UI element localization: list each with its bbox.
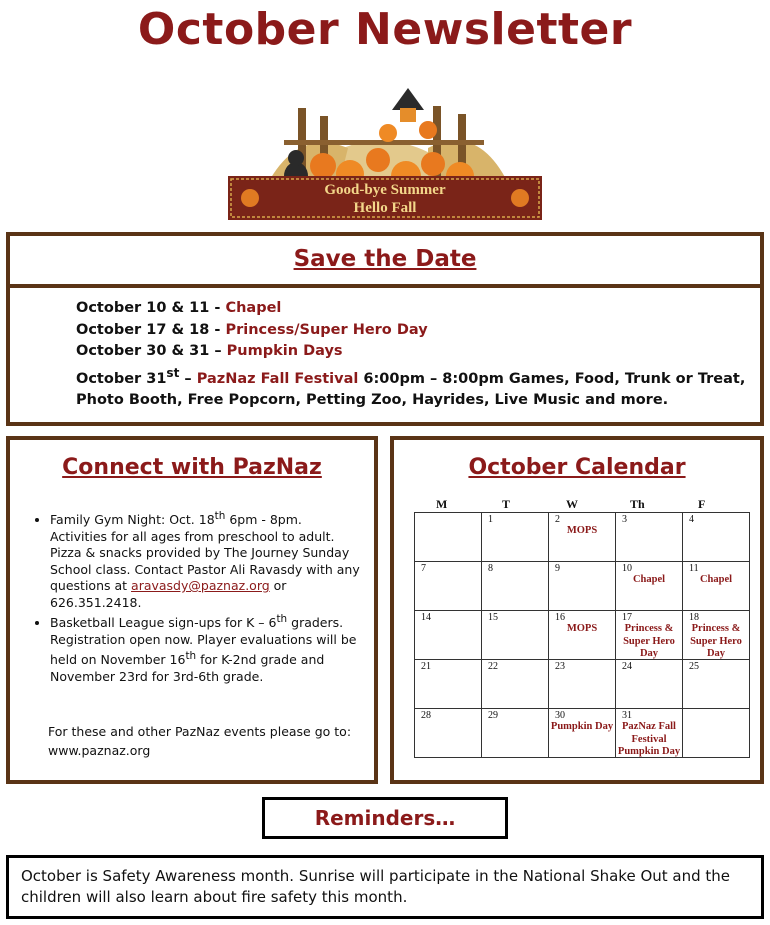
calendar-cell: 8 [482, 562, 549, 611]
calendar-grid [414, 512, 750, 758]
day-header: M [436, 497, 448, 511]
calendar-cell: 16 MOPS [549, 611, 616, 660]
reminders-heading: Reminders… [314, 806, 456, 830]
calendar-cell: 15 [482, 611, 549, 660]
reminder-text: October is Safety Awareness month. Sunrise will participate in the National Shake Out and the children will also learn about fire safety this month. [6, 855, 764, 919]
connect-heading: Connect with PazNaz [62, 455, 322, 480]
banner-line2: Hello Fall [353, 200, 417, 216]
calendar-cell: 10 Chapel [616, 562, 683, 611]
calendar-cell: 21 [415, 660, 482, 709]
calendar-cell: 9 [549, 562, 616, 611]
calendar-cell: 29 [482, 709, 549, 758]
email-link[interactable]: aravasdy@paznaz.org [131, 578, 270, 594]
list-item: • Basketball League sign-ups for K – 6th graders. Registration open now. Player evaluations will be held on November 16th for K-2nd grade and November 23rd for 3rd-6th grade. [50, 611, 362, 685]
save-the-date-header [6, 232, 764, 288]
day-header: F [698, 497, 706, 511]
save-the-date-heading: Save the Date [293, 246, 477, 272]
save-date-item: October 31st – PazNaz Fall Festival 6:00pm – 8:00pm Games, Food, Trunk or Treat, Photo Booth, Free Popcorn, Petting Zoo, Hayrides, Live Music and more. [76, 365, 746, 408]
save-date-item: October 10 & 11 - Chapel [76, 300, 282, 316]
day-header: Th [630, 497, 645, 511]
connect-section [6, 436, 378, 784]
website-note: For these and other PazNaz events please go to: www.paznaz.org [48, 724, 352, 758]
newsletter-title: October Newsletter [137, 4, 633, 55]
calendar-cell: 23 [549, 660, 616, 709]
calendar-cell: 14 [415, 611, 482, 660]
calendar-cell: 11 Chapel [683, 562, 750, 611]
save-the-date-list [6, 288, 764, 426]
calendar-section [390, 436, 764, 784]
calendar-cell: 31 PazNaz Fall Festival Pumpkin Day [616, 709, 683, 758]
day-header: W [566, 497, 578, 511]
calendar-cell [415, 513, 482, 562]
calendar-cell: 2 MOPS [549, 513, 616, 562]
calendar-cell: 28 [415, 709, 482, 758]
calendar-cell: 3 [616, 513, 683, 562]
calendar-cell: 24 [616, 660, 683, 709]
calendar-cell: 25 [683, 660, 750, 709]
calendar-cell [683, 709, 750, 758]
calendar-cell: 4 [683, 513, 750, 562]
list-item: • Family Gym Night: Oct. 18th 6pm - 8pm. Activities for all ages from preschool to adult. Pizza & snacks provided by The Journey Sunday School class. Contact Pastor Ali Ravasdy with any questions at aravasdy@paznaz.org or 626.351.2418. [50, 508, 362, 611]
save-date-item: October 30 & 31 – Pumpkin Days [76, 343, 343, 359]
calendar-cell: 18 Princess & Super Hero Day [683, 611, 750, 660]
calendar-cell: 22 [482, 660, 549, 709]
banner-line1: Good-bye Summer [324, 182, 446, 198]
calendar-heading: October Calendar [468, 455, 686, 480]
calendar-cell: 7 [415, 562, 482, 611]
calendar-cell: 17 Princess & Super Hero Day [616, 611, 683, 660]
save-date-item: October 17 & 18 - Princess/Super Hero Day [76, 321, 428, 338]
calendar-cell: 30 Pumpkin Day [549, 709, 616, 758]
fall-banner-illustration [228, 88, 542, 220]
day-header: T [502, 497, 511, 511]
calendar-cell: 1 [482, 513, 549, 562]
reminders-header [262, 797, 508, 839]
